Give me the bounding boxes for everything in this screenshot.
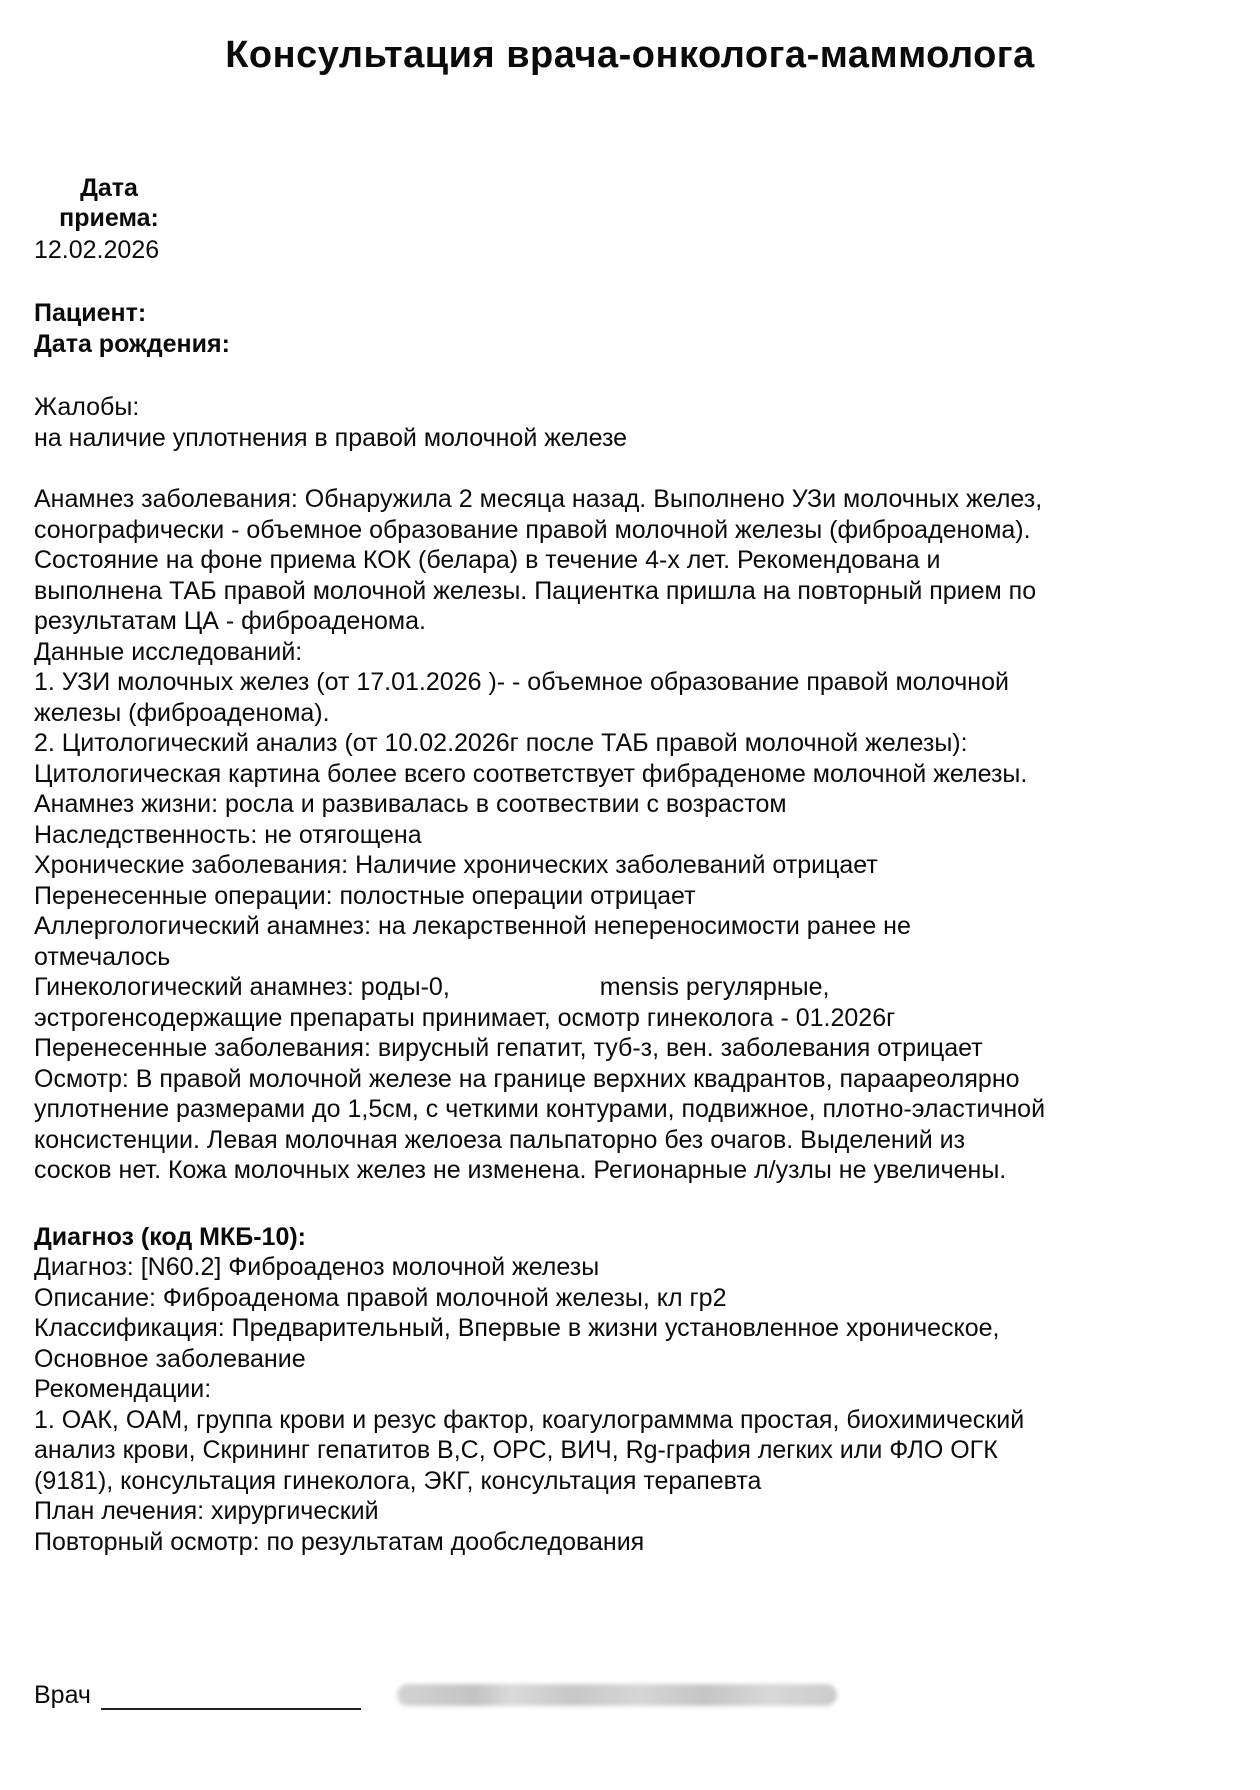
history-line: результатам ЦА - фиброаденома. [34, 607, 426, 635]
visit-date-value: 12.02.2026 [34, 236, 160, 264]
history-line: Данные исследований: [34, 637, 303, 666]
complaints-label: Жалобы: [34, 393, 140, 421]
diagnosis-heading-block [34, 1222, 1234, 1253]
diagnosis-line: Классификация: Предварительный, Впервые в жизни установленное хроническое, [34, 1314, 1000, 1342]
diagnosis-line: План лечения: хирургический [34, 1497, 379, 1525]
diagnosis-line: Повторный осмотр: по результатам дообследования [34, 1527, 645, 1556]
visit-date-label [34, 173, 184, 233]
history-line: Хронические заболевания: Наличие хронических заболеваний отрицает [34, 851, 878, 879]
history-line: уплотнение размерами до 1,5см, с четкими контурами, подвижное, плотно-эластичной [34, 1095, 1046, 1123]
history-line: 2. Цитологический анализ (от 10.02.2026г после ТАБ правой молочной железы): [34, 729, 968, 757]
patient-info [34, 298, 1234, 359]
diagnosis-line: Рекомендации: [34, 1375, 212, 1403]
history-line: Состояние на фоне приема КОК (белара) в течение 4-х лет. Рекомендована и [34, 546, 941, 574]
gyn-part2: mensis регулярные, [599, 973, 830, 1001]
gyn-part1: Гинекологический анамнез: роды-0, [34, 973, 450, 1001]
complaints-text: на наличие уплотнения в правой молочной железе [34, 423, 628, 452]
anamnesis-section [34, 484, 1234, 1186]
complaints-section [34, 392, 1234, 453]
diagnosis-line: (9181), консультация гинеколога, ЭКГ, консультация терапевта [34, 1466, 762, 1495]
history-line: отмечалось [34, 942, 171, 971]
visit-date-label-line1: Дата [80, 174, 138, 202]
history-line: эстрогенсодержащие препараты принимает, осмотр гинеколога - 01.2026г [34, 1003, 896, 1032]
diagnosis-line: 1. ОАК, ОАМ, группа крови и резус фактор, коагулограммма простая, биохимический [34, 1405, 1025, 1434]
history-line: сонографически - объемное образование правой молочной железы (фиброаденома). [34, 515, 1031, 544]
history-line: Цитологическая картина более всего соответствует фибраденоме молочной железы. [34, 759, 1028, 788]
redacted-doctor-name [397, 1684, 837, 1706]
history-line: Осмотр: В правой молочной железе на границе верхних квадрантов, параареолярно [34, 1064, 1020, 1093]
diagnosis-section [34, 1252, 1234, 1557]
doctor-signature-row [34, 1680, 837, 1710]
history-line: консистенции. Левая молочная желоеза пальпаторно без очагов. Выделений из [34, 1125, 966, 1154]
patient-label: Пациент: [34, 299, 147, 327]
document-title: Консультация врача-онколога-маммолога [225, 34, 1035, 76]
diagnosis-line: Диагноз: [N60.2] Фиброаденоз молочной железы [34, 1253, 600, 1281]
history-line: железы (фиброаденома). [34, 698, 330, 727]
history-line: выполнена ТАБ правой молочной железы. Пациентка пришла на повторный прием по [34, 576, 1037, 605]
gynecological-history-line [34, 972, 1234, 1003]
diagnosis-line: анализ крови, Скрининг гепатитов В,С, ОРС, ВИЧ, Rg-графия легких или ФЛО ОГК [34, 1436, 998, 1464]
history-line: Анамнез заболевания: Обнаружила 2 месяца назад. Выполнено УЗи молочных желез, [34, 485, 1043, 513]
history-line: Наследственность: не отягощена [34, 820, 422, 849]
history-line: Аллергологический анамнез: на лекарственной непереносимости ранее не [34, 912, 911, 940]
diagnosis-heading: Диагноз (код МКБ-10): [34, 1223, 307, 1251]
history-line: Перенесенные заболевания: вирусный гепатит, туб-з, вен. заболевания отрицает [34, 1034, 983, 1062]
history-line: Анамнез жизни: росла и развивалась в соотвествии с возрастом [34, 790, 787, 818]
signature-line [101, 1684, 361, 1710]
doctor-label: Врач [34, 1681, 91, 1709]
diagnosis-line: Основное заболевание [34, 1344, 306, 1373]
diagnosis-line: Описание: Фиброаденома правой молочной железы, кл гр2 [34, 1283, 727, 1312]
visit-date-label-line2: приема: [59, 204, 159, 232]
birth-date-label: Дата рождения: [34, 329, 230, 358]
history-line: Перенесенные операции: полостные операции отрицает [34, 881, 696, 910]
history-line: 1. УЗИ молочных желез (от 17.01.2026 )- - объемное образование правой молочной [34, 668, 1009, 696]
history-line: сосков нет. Кожа молочных желез не изменена. Регионарные л/узлы не увеличены. [34, 1156, 1007, 1184]
